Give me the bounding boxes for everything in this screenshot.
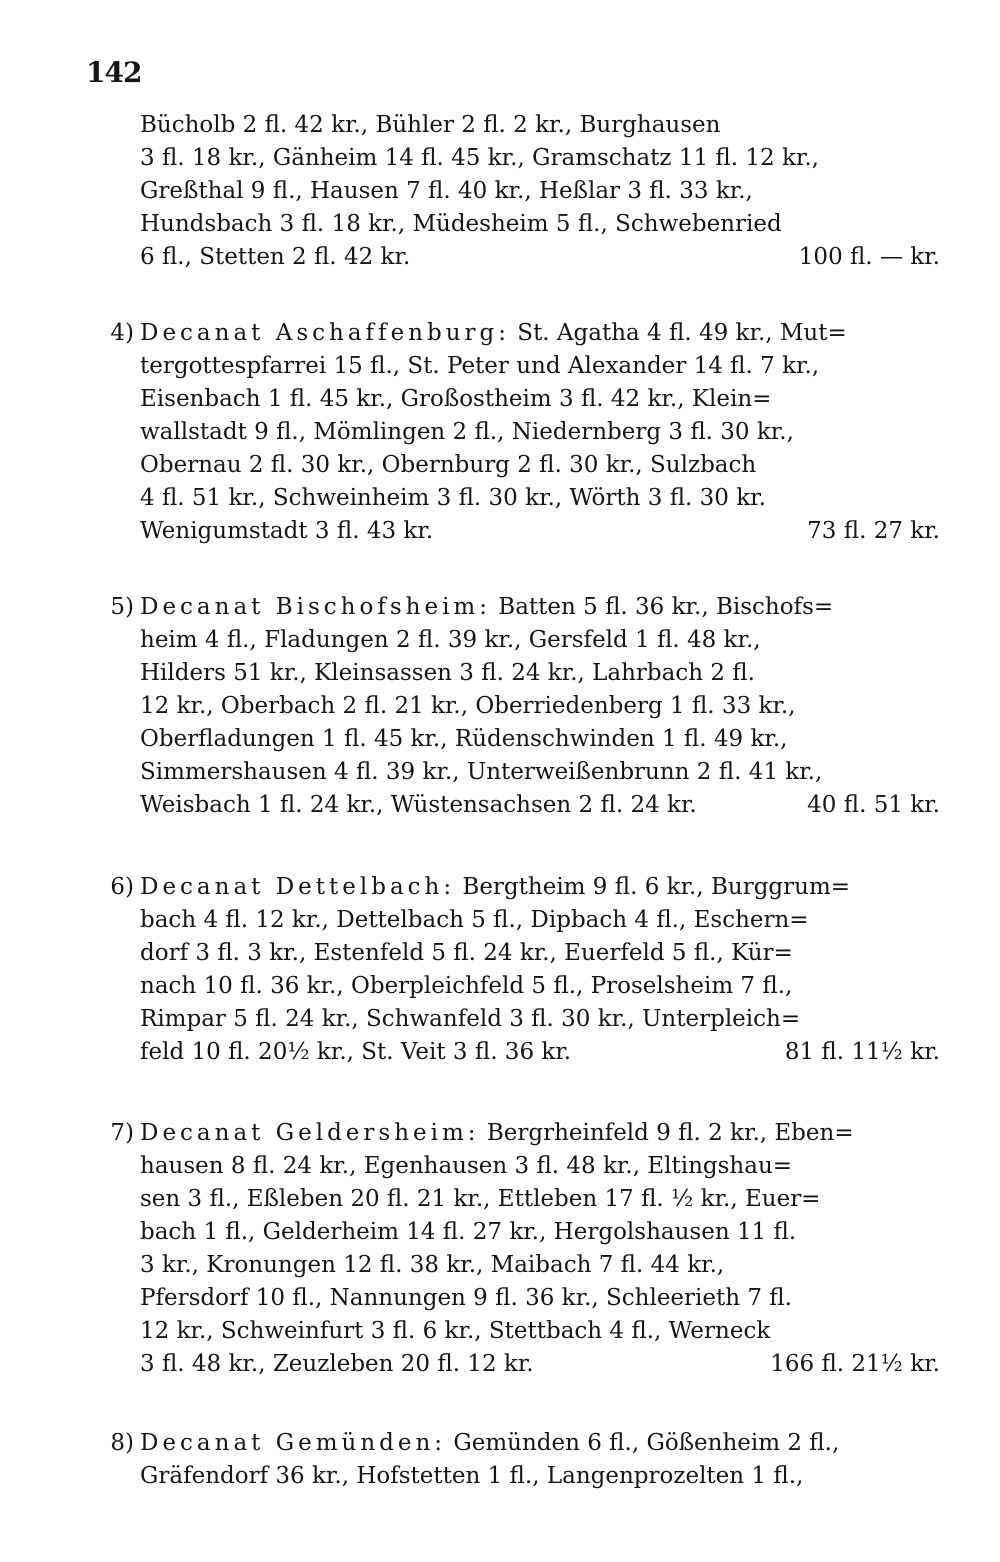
entry-line: Hilders 51 kr., Kleinsassen 3 fl. 24 kr., Lahrbach 2 fl. (140, 660, 755, 686)
entry-line: Eisenbach 1 fl. 45 kr., Großostheim 3 fl. 42 kr., Klein= (140, 386, 772, 412)
entry-line: dorf 3 fl. 3 kr., Estenfeld 5 fl. 24 kr., Euerfeld 5 fl., Kür= (140, 940, 793, 966)
entry-line: 3 fl. 48 kr., Zeuzleben 20 fl. 12 kr. (140, 1351, 534, 1377)
entry-line: heim 4 fl., Fladungen 2 fl. 39 kr., Gersfeld 1 fl. 48 kr., (140, 627, 761, 653)
entry-number: 5) (110, 594, 134, 620)
entry-line: 12 kr., Schweinfurt 3 fl. 6 kr., Stettbach 4 fl., Werneck (140, 1318, 771, 1344)
deanery-name: Decanat Gemünden: (140, 1430, 447, 1456)
entry-number: 6) (110, 874, 134, 900)
entry-line: 4 fl. 51 kr., Schweinheim 3 fl. 30 kr., Wörth 3 fl. 30 kr. (140, 485, 766, 511)
entry-line: wallstadt 9 fl., Mömlingen 2 fl., Niedernberg 3 fl. 30 kr., (140, 419, 794, 445)
entry-line: Simmershausen 4 fl. 39 kr., Unterweißenbrunn 2 fl. 41 kr., (140, 759, 823, 785)
entry-line: Bücholb 2 fl. 42 kr., Bühler 2 fl. 2 kr., Burghausen (140, 112, 721, 138)
entry-line: 6 fl., Stetten 2 fl. 42 kr. (140, 244, 411, 270)
entry-line: Batten 5 fl. 36 kr., Bischofs= (490, 594, 834, 620)
entry-line: Hundsbach 3 fl. 18 kr., Müdesheim 5 fl., Schwebenried (140, 211, 782, 237)
page-number: 142 (86, 56, 142, 89)
entry-line: hausen 8 fl. 24 kr., Egenhausen 3 fl. 48 kr., Eltingshau= (140, 1153, 793, 1179)
entry-number: 4) (110, 320, 134, 346)
entry-total: 166 fl. 21½ kr. (770, 1351, 940, 1377)
entry-line: Gräfendorf 36 kr., Hofstetten 1 fl., Langenprozelten 1 fl., (140, 1463, 804, 1489)
entry-total: 100 fl. — kr. (798, 244, 940, 270)
entry-line: Bergtheim 9 fl. 6 kr., Burggrum= (455, 874, 851, 900)
entry-line: Rimpar 5 fl. 24 kr., Schwanfeld 3 fl. 30 kr., Unterpleich= (140, 1006, 801, 1032)
deanery-name: Decanat Aschaffenburg: (140, 320, 510, 346)
deanery-name: Decanat Geldersheim: (140, 1120, 480, 1146)
entry-line: Greßthal 9 fl., Hausen 7 fl. 40 kr., Heßlar 3 fl. 33 kr., (140, 178, 753, 204)
entry-line: tergottespfarrei 15 fl., St. Peter und Alexander 14 fl. 7 kr., (140, 353, 820, 379)
entry-line: Bergrheinfeld 9 fl. 2 kr., Eben= (479, 1120, 854, 1146)
entry-number: 7) (110, 1120, 134, 1146)
entry-line: Wenigumstadt 3 fl. 43 kr. (140, 518, 434, 544)
entry-line: Pfersdorf 10 fl., Nannungen 9 fl. 36 kr., Schleerieth 7 fl. (140, 1285, 792, 1311)
entry-line: nach 10 fl. 36 kr., Oberpleichfeld 5 fl., Proselsheim 7 fl., (140, 973, 793, 999)
entry-number: 8) (110, 1430, 134, 1456)
entry-line: 3 kr., Kronungen 12 fl. 38 kr., Maibach 7 fl. 44 kr., (140, 1252, 725, 1278)
entry-total: 81 fl. 11½ kr. (784, 1039, 940, 1065)
entry-line: 12 kr., Oberbach 2 fl. 21 kr., Oberriedenberg 1 fl. 33 kr., (140, 693, 796, 719)
entry-total: 40 fl. 51 kr. (807, 792, 940, 818)
deanery-name: Decanat Dettelbach: (140, 874, 456, 900)
entry-line: feld 10 fl. 20½ kr., St. Veit 3 fl. 36 kr. (140, 1039, 572, 1065)
entry-line: bach 4 fl. 12 kr., Dettelbach 5 fl., Dipbach 4 fl., Eschern= (140, 907, 809, 933)
entry-line: Weisbach 1 fl. 24 kr., Wüstensachsen 2 fl. 24 kr. (140, 792, 697, 818)
entry-line: bach 1 fl., Gelderheim 14 fl. 27 kr., Hergolshausen 11 fl. (140, 1219, 797, 1245)
entry-line: sen 3 fl., Eßleben 20 fl. 21 kr., Ettleben 17 fl. ½ kr., Euer= (140, 1186, 821, 1212)
entry-line: Obernau 2 fl. 30 kr., Obernburg 2 fl. 30 kr., Sulzbach (140, 452, 757, 478)
entry-line: Oberfladungen 1 fl. 45 kr., Rüdenschwinden 1 fl. 49 kr., (140, 726, 788, 752)
entry-line: St. Agatha 4 fl. 49 kr., Mut= (510, 320, 847, 346)
entry-total: 73 fl. 27 kr. (807, 518, 940, 544)
deanery-name: Decanat Bischofsheim: (140, 594, 491, 620)
entry-line: Gemünden 6 fl., Gößenheim 2 fl., (446, 1430, 840, 1456)
entry-line: 3 fl. 18 kr., Gänheim 14 fl. 45 kr., Gramschatz 11 fl. 12 kr., (140, 145, 819, 171)
